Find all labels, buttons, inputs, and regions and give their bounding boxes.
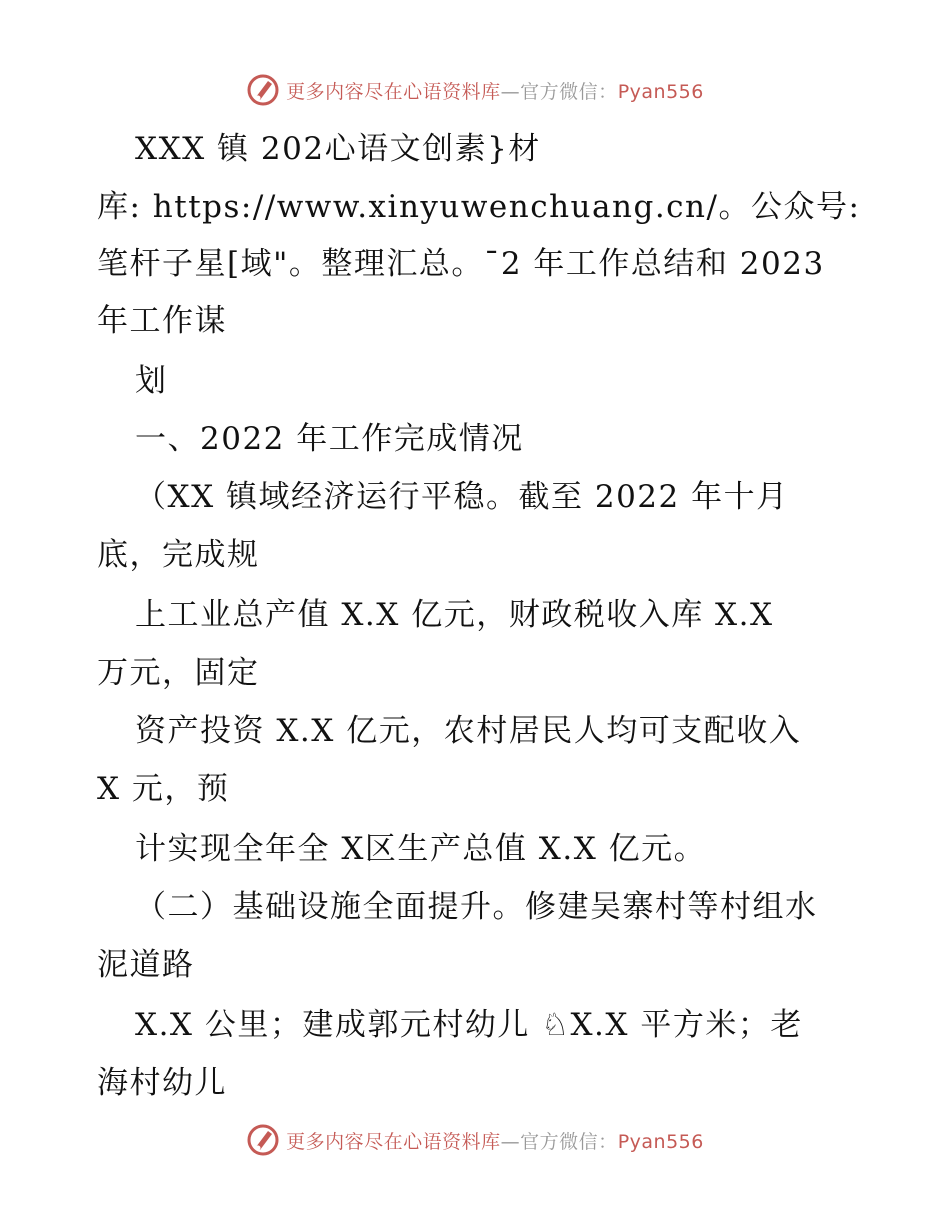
document-line: 底，完成规 <box>97 537 260 573</box>
document-line: 笔杆子星[域"。整理汇总。¯2 年工作总结和 2023 <box>97 246 825 282</box>
document-line: 海村幼儿 <box>97 1065 227 1101</box>
document-line: （XX 镇域经济运行平稳。截至 2022 年十月 <box>135 479 789 515</box>
document-line: 万元，固定 <box>97 655 260 691</box>
document-line: XXX 镇 202心语文创素}材 <box>135 131 541 167</box>
document-line: 计实现全年全 X区生产总值 X.X 亿元。 <box>135 831 707 867</box>
document-line: X.X 公里；建成郭元村幼儿 ♘X.X 平方米；老 <box>135 1007 803 1043</box>
section-heading: 一、2022 年工作完成情况 <box>135 421 524 457</box>
document-line: 年工作谋 <box>97 303 227 339</box>
document-line: （二）基础设施全面提升。修建吴寨村等村组水 <box>135 889 818 925</box>
document-line: 资产投资 X.X 亿元，农村居民人均可支配收入 <box>135 713 802 749</box>
pen-seal-icon <box>246 1123 280 1157</box>
watermark-text: 更多内容尽在心语资料库—官方微信：Pyan556 <box>286 1130 704 1153</box>
document-line: 划 <box>135 363 168 399</box>
watermark-header <box>0 70 950 110</box>
document-line: 上工业总产值 X.X 亿元，财政税收入库 X.X <box>135 597 774 633</box>
document-line: X 元，预 <box>97 771 230 807</box>
pen-seal-icon <box>246 73 280 107</box>
document-line: 泥道路 <box>97 947 195 983</box>
watermark-footer <box>0 1120 950 1160</box>
document-line: 库: https://www.xinyuwenchuang.cn/。公众号: <box>97 189 861 225</box>
watermark-text: 更多内容尽在心语资料库—官方微信：Pyan556 <box>286 80 704 103</box>
